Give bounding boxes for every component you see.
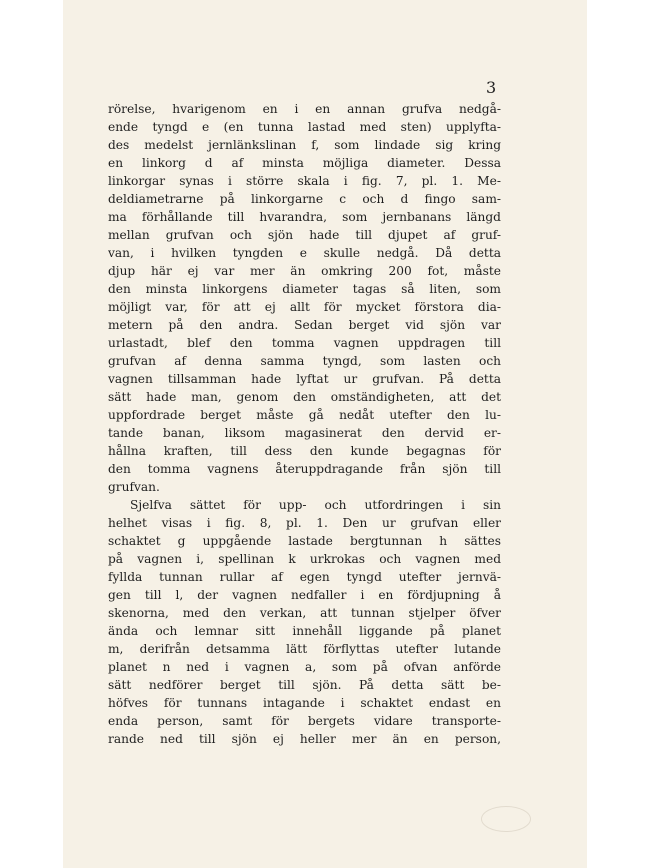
- text-line: deldiametrarne på linkorgarne c och d fingo sam-: [108, 192, 501, 206]
- text-line: linkorgar synas i större skala i fig. 7, pl. 1. Me-: [108, 174, 501, 188]
- text-line: planet n ned i vagnen a, som på ofvan anförde: [108, 660, 501, 674]
- text-line: grufvan af denna samma tyngd, som lasten och: [108, 354, 501, 368]
- scanned-page: [63, 0, 587, 868]
- text-line: helhet visas i fig. 8, pl. 1. Den ur grufvan eller: [108, 516, 501, 530]
- text-line: rörelse, hvarigenom en i en annan grufva nedgå-: [108, 102, 501, 116]
- text-line: grufvan.: [108, 480, 160, 494]
- text-line: sätt nedförer berget till sjön. På detta sätt be-: [108, 678, 501, 692]
- text-line: ende tyngd e (en tunna lastad med sten) upplyfta-: [108, 120, 501, 134]
- text-line: hållna kraften, till dess den kunde begagnas för: [108, 444, 501, 458]
- text-line: en linkorg d af minsta möjliga diameter. Dessa: [108, 156, 501, 170]
- text-line: schaktet g uppgående lastade bergtunnan h sättes: [108, 534, 501, 548]
- text-line: ända och lemnar sitt innehåll liggande på planet: [108, 624, 501, 638]
- page-number: 3: [486, 78, 497, 97]
- text-line: på vagnen i, spellinan k urkrokas och vagnen med: [108, 552, 501, 566]
- text-line: des medelst jernlänkslinan f, som lindade sig kring: [108, 138, 501, 152]
- text-line: van, i hvilken tyngden e skulle nedgå. Då detta: [108, 246, 501, 260]
- text-line: mellan grufvan och sjön hade till djupet af gruf-: [108, 228, 501, 242]
- library-stamp: [481, 806, 531, 832]
- text-line: tande banan, liksom magasinerat den dervid er-: [108, 426, 501, 440]
- text-line: urlastadt, blef den tomma vagnen uppdragen till: [108, 336, 501, 350]
- text-line: uppfordrade berget måste gå nedåt utefter den lu-: [108, 408, 501, 422]
- text-line: den minsta linkorgens diameter tagas så liten, som: [108, 282, 501, 296]
- text-line: m, derifrån detsamma lätt förflyttas utefter lutande: [108, 642, 501, 656]
- text-line: sätt hade man, genom den omständigheten, att det: [108, 390, 501, 404]
- text-line: Sjelfva sättet för upp- och utfordringen i sin: [130, 498, 501, 512]
- text-line: enda person, samt för bergets vidare transporte-: [108, 714, 501, 728]
- text-line: möjligt var, för att ej allt för mycket förstora dia-: [108, 300, 501, 314]
- text-line: gen till l, der vagnen nedfaller i en fördjupning å: [108, 588, 501, 602]
- text-line: metern på den andra. Sedan berget vid sjön var: [108, 318, 501, 332]
- text-line: rande ned till sjön ej heller mer än en person,: [108, 732, 501, 746]
- text-line: djup här ej var mer än omkring 200 fot, måste: [108, 264, 501, 278]
- text-line: skenorna, med den verkan, att tunnan stjelper öfver: [108, 606, 501, 620]
- text-line: ma förhållande till hvarandra, som jernbanans längd: [108, 210, 501, 224]
- text-line: vagnen tillsamman hade lyftat ur grufvan. På detta: [108, 372, 501, 386]
- body-text: [108, 100, 501, 748]
- text-line: den tomma vagnens återuppdragande från sjön till: [108, 462, 501, 476]
- text-line: höfves för tunnans intagande i schaktet endast en: [108, 696, 501, 710]
- text-line: fyllda tunnan rullar af egen tyngd utefter jernvä-: [108, 570, 501, 584]
